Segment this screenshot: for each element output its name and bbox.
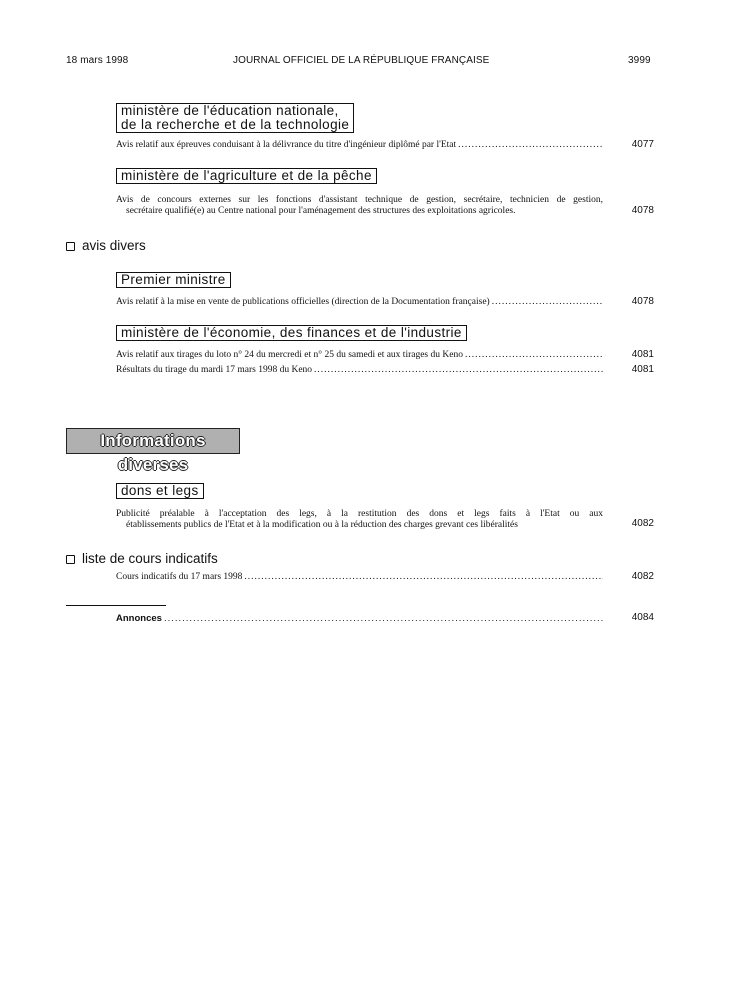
toc-entry-annonces[interactable]	[116, 613, 603, 624]
section-heading-economie: ministère de l'économie, des finances et de l'industrie	[116, 325, 467, 341]
entry-page-number: 4077	[631, 139, 654, 150]
entry-page-number: 4082	[631, 518, 654, 529]
entry-text: Avis de concours externes sur les fonctions d'assistant technique de gestion, secrétaire, technicien de gestion,	[116, 195, 603, 205]
section-heading-agriculture: ministère de l'agriculture et de la pêche	[116, 168, 377, 184]
toc-entry[interactable]	[116, 140, 603, 151]
entry-text: Avis relatif aux tirages du loto n° 24 du mercredi et n° 25 du samedi et aux tirages du Keno	[116, 350, 463, 360]
heading-line: ministère de l'éducation nationale,	[121, 103, 339, 118]
category-avis-divers	[66, 239, 146, 253]
toc-entry[interactable]	[116, 365, 603, 376]
entry-text: Annonces	[116, 613, 162, 624]
header-page-number: 3999	[628, 55, 651, 66]
leader-dots	[465, 350, 603, 361]
section-heading-education	[116, 103, 354, 133]
entry-page-number: 4081	[631, 349, 654, 360]
header-date: 18 mars 1998	[66, 55, 129, 66]
entry-text: Avis relatif à la mise en vente de publications officielles (direction de la Documentation française)	[116, 297, 490, 307]
section-heading-dons-et-legs: dons et legs	[116, 483, 204, 499]
entry-page-number: 4084	[631, 612, 654, 623]
category-label: liste de cours indicatifs	[82, 551, 218, 566]
leader-dots	[244, 572, 603, 583]
entry-text: secrétaire qualifié(e) au Centre national pour l'aménagement des structures des exploitations agricoles.	[126, 206, 516, 216]
entry-page-number: 4082	[631, 571, 654, 582]
leader-dots	[458, 140, 603, 151]
entry-page-number: 4078	[631, 296, 654, 307]
entry-text: Cours indicatifs du 17 mars 1998	[116, 572, 243, 582]
entry-text: Résultats du tirage du mardi 17 mars 1998 du Keno	[116, 365, 313, 375]
divider-rule	[66, 605, 166, 606]
category-liste-cours	[66, 552, 218, 566]
entry-page-number: 4081	[631, 364, 654, 375]
category-label: avis divers	[82, 238, 146, 253]
header-title: JOURNAL OFFICIEL DE LA RÉPUBLIQUE FRANÇAISE	[233, 55, 490, 66]
entry-text: Avis relatif aux épreuves conduisant à la délivrance du titre d'ingénieur diplômé par l'Etat	[116, 140, 457, 150]
toc-entry[interactable]	[116, 509, 603, 531]
leader-dots	[164, 613, 603, 624]
toc-entry[interactable]	[116, 572, 603, 583]
section-heading-premier-ministre: Premier ministre	[116, 272, 231, 288]
toc-entry[interactable]	[116, 350, 603, 361]
checkbox-square-icon	[66, 555, 75, 564]
toc-entry[interactable]	[116, 195, 603, 217]
entry-text: Publicité préalable à l'acceptation des legs, à la restitution des dons et legs faits à l'Etat ou aux	[116, 509, 603, 519]
leader-dots	[492, 297, 603, 308]
entry-page-number: 4078	[631, 205, 654, 216]
checkbox-square-icon	[66, 242, 75, 251]
toc-entry[interactable]	[116, 297, 603, 308]
leader-dots	[314, 365, 603, 376]
heading-line: de la recherche et de la technologie	[121, 117, 350, 132]
informations-diverses-banner: Informations diverses	[66, 428, 240, 454]
entry-text: établissements publics de l'Etat et à la modification ou à la réduction des charges grevant ces libéralités	[126, 520, 518, 530]
